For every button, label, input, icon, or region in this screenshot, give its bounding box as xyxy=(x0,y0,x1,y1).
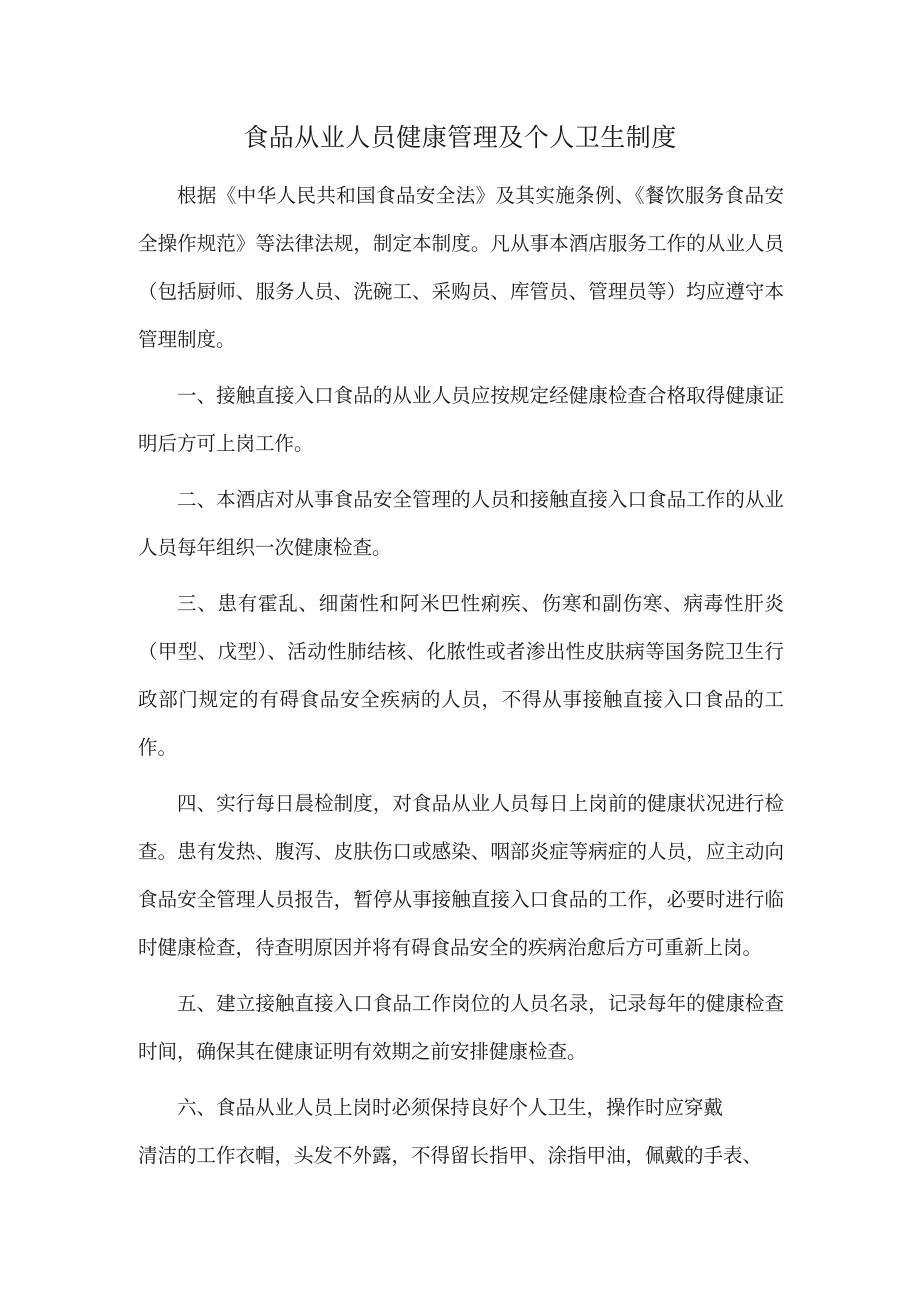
paragraph-4: 四、实行每日晨检制度，对食品从业人员每日上岗前的健康状况进行检查。患有发热、腹泻、皮肤伤口或感染、咽部炎症等病症的人员，应主动向食品安全管理人员报告，暂停从事接触直接入口食品的工作，必要时进行临时健康检查，待查明原因并将有碍食品安全的疾病治愈后方可重新上岗。 xyxy=(138,792,784,959)
paragraph-6-line-2: 清洁的工作衣帽，头发不外露，不得留长指甲、涂指甲油，佩戴的手表、 xyxy=(138,1144,763,1167)
document-body xyxy=(138,172,784,1180)
paragraph-6 xyxy=(138,1084,784,1180)
paragraph-intro: 根据《中华人民共和国食品安全法》及其实施条例、《餐饮服务食品安全操作规范》等法律法规，制定本制度。凡从事本酒店服务工作的从业人员（包括厨师、服务人员、洗碗工、采购员、库管员、管理员等）均应遵守本管理制度。 xyxy=(138,184,784,351)
paragraph-1: 一、接触直接入口食品的从业人员应按规定经健康检查合格取得健康证明后方可上岗工作。 xyxy=(138,384,784,455)
paragraph-2: 二、本酒店对从事食品安全管理的人员和接触直接入口食品工作的从业人员每年组织一次健康检查。 xyxy=(138,488,784,559)
document-title: 食品从业人员健康管理及个人卫生制度 xyxy=(243,123,677,152)
paragraph-6-line-1: 六、食品从业人员上岗时必须保持良好个人卫生，操作时应穿戴 xyxy=(177,1096,724,1119)
paragraph-5: 五、建立接触直接入口食品工作岗位的人员名录，记录每年的健康检查时间，确保其在健康证明有效期之前安排健康检查。 xyxy=(138,992,784,1063)
paragraph-3: 三、患有霍乱、细菌性和阿米巴性痢疾、伤寒和副伤寒、病毒性肝炎（甲型、戊型）、活动性肺结核、化脓性或者渗出性皮肤病等国务院卫生行政部门规定的有碍食品安全疾病的人员，不得从事接触直接入口食品的工作。 xyxy=(138,592,784,759)
